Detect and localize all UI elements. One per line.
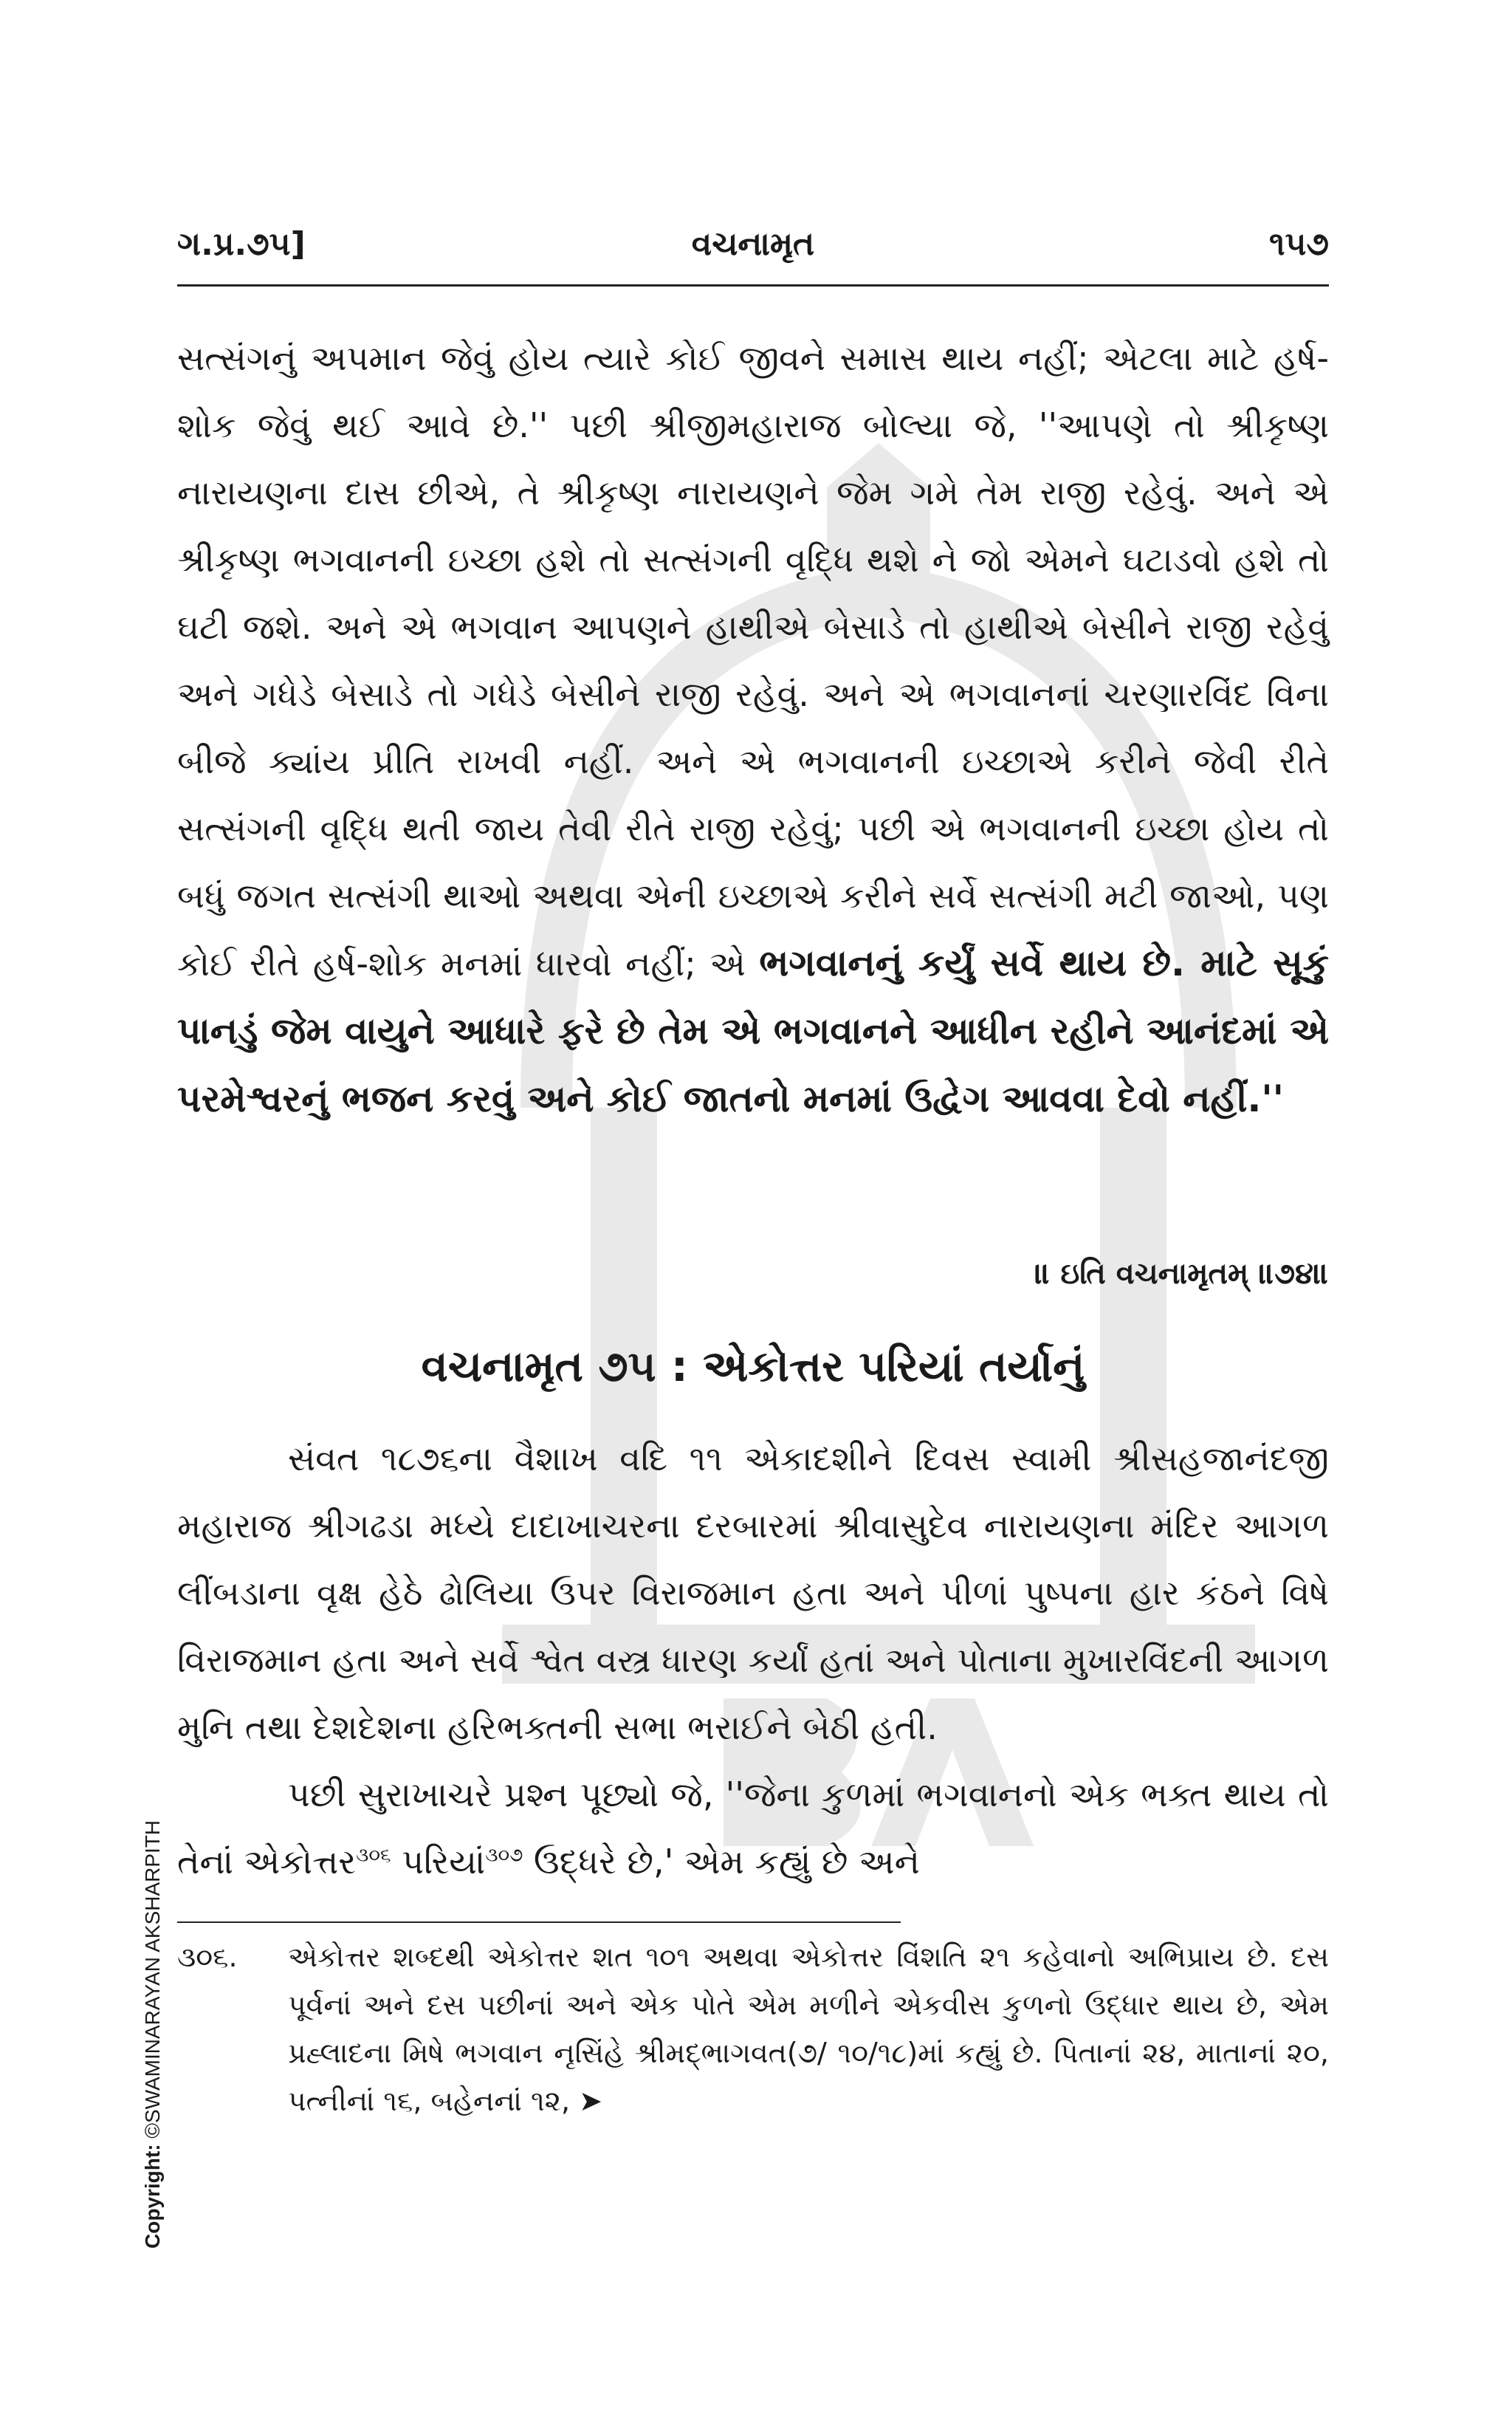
body-text-plain: સત્સંગનું અપમાન જેવું હોય ત્યારે કોઈ જીવને સમાસ થાય નહીં; એટલા માટે હર્ષ-શોક જેવું થઈ આવે છે.'' પછી શ્રીજીમહારાજ બોલ્યા જે, ''આપણે તો શ્રીકૃષ્ણ નારાયણના દાસ છીએ, તે શ્રીકૃષ્ણ નારાયણને જેમ ગમે તેમ રાજી રહેવું. અને એ શ્રીકૃષ્ણ ભગવાનની ઇચ્છા હશે તો સત્સંગની વૃદ્ધિ થશે ને જો એમને ઘટાડવો હશે તો ઘટી જશે. અને એ ભગવાન આપણને હાથીએ બેસાડે તો હાથીએ બેસીને રાજી રહેવું અને ગધેડે બેસાડે તો ગધેડે બેસીને રાજી રહેવું. અને એ ભગવાનનાં ચરણારવિંદ વિના બીજે ક્યાંય પ્રીતિ રાખવી નહીં. અને એ ભગવાનની ઇચ્છાએ કરીને જેવી રીતે સત્સંગની વૃદ્ધિ થતી જાય તેવી રીતે રાજી રહેવું; પછી એ ભગવાનની ઇચ્છા હોય તો બધું જગત સત્સંગી થાઓ અથવા એની ઇચ્છાએ કરીને સર્વે સત્સંગી મટી જાઓ, પણ કોઈ રીતે હર્ષ-શોક મનમાં ધારવો નહીં; એ [177,338,1329,984]
copyright-owner: ©SWAMINARAYAN AKSHARPITH [141,1820,164,2139]
header-title: વચનામૃત [691,225,815,263]
section-paragraph-2 [177,1761,1329,1896]
footnote-ref-307: ૩૦૭ [485,1844,523,1867]
page-header [177,219,1329,270]
footnote-divider [177,1921,901,1923]
section-body [177,1425,1329,1896]
iti-marker: ॥ ઇતિ વચનામૃતમ્ ॥૭૪॥ [1034,1257,1329,1291]
body-text-bold: ભગવાનનું કર્યું સર્વે થાય છે. માટે સૂકું પાનડું જેમ વાયુને આધારે ફરે છે તેમ એ ભગવાનને આધીન રહીને આનંદમાં એ પરમેશ્વરનું ભજન કરવું અને કોઈ જાતનો મનમાં ઉદ્વેગ આવવા દેવો નહીં.'' [177,942,1329,1120]
para2-text-c: ઉદ્ધરે છે,' એમ કહ્યું છે અને [523,1842,920,1882]
footnote [177,1933,1329,2125]
body-paragraph [177,325,1329,1134]
header-divider [177,284,1329,287]
copyright-label: Copyright: [141,2144,164,2249]
section-title: વચનામૃત ૭૫ : એકોત્તર પરિયાં તર્યાનું [421,1341,1085,1391]
copyright-notice [140,1621,165,2249]
section-paragraph-1: સંવત ૧૮૭૬ના વૈશાખ વદિ ૧૧ એકાદશીને દિવસ સ્વામી શ્રીસહજાનંદજી મહારાજ શ્રીગઢડા મધ્યે દાદાખાચરના દરબારમાં શ્રીવાસુદેવ નારાયણના મંદિર આગળ લીંબડાના વૃક્ષ હેઠે ઢોલિયા ઉપર વિરાજમાન હતા અને પીળાં પુષ્પના હાર કંઠને વિષે વિરાજમાન હતા અને સર્વે શ્વેત વસ્ત્ર ધારણ કર્યાં હતાં અને પોતાના મુખારવિંદની આગળ મુનિ તથા દેશદેશના હરિભક્તની સભા ભરાઈને બેઠી હતી. [177,1439,1329,1747]
header-section-ref: ગ.પ્ર.૭૫] [177,225,306,263]
page-number: ૧૫૭ [1268,225,1329,263]
footnote-text: એકોત્તર શબ્દથી એકોત્તર શત ૧૦૧ અથવા એકોત્તર વિંશતિ ૨૧ કહેવાનો અભિપ્રાય છે. દસ પૂર્વનાં અને દસ પછીનાં અને એક પોતે એમ મળીને એકવીસ કુળનો ઉદ્ધાર થાય છે, એમ પ્રહ્લાદના મિષે ભગવાન નૃસિંહે શ્રીમદ્ભાગવત(૭/ ૧૦/૧૮)માં કહ્યું છે. પિતાનાં ૨૪, માતાનાં ૨૦, પત્નીનાં ૧૬, બહેનનાં ૧૨, ➤ [288,1941,1329,2117]
para2-text-a: પછી સુરાખાચરે પ્રશ્ન પૂછ્યો જે, ''જેના કુળમાં ભગવાનનો એક ભક્ત થાય તો તેનાં એકોત્તર [177,1775,1329,1882]
footnote-number: ૩૦૬. [177,1941,238,1973]
footnote-ref-306: ૩૦૬ [356,1844,391,1867]
para2-text-b: પરિયાં [391,1842,486,1882]
